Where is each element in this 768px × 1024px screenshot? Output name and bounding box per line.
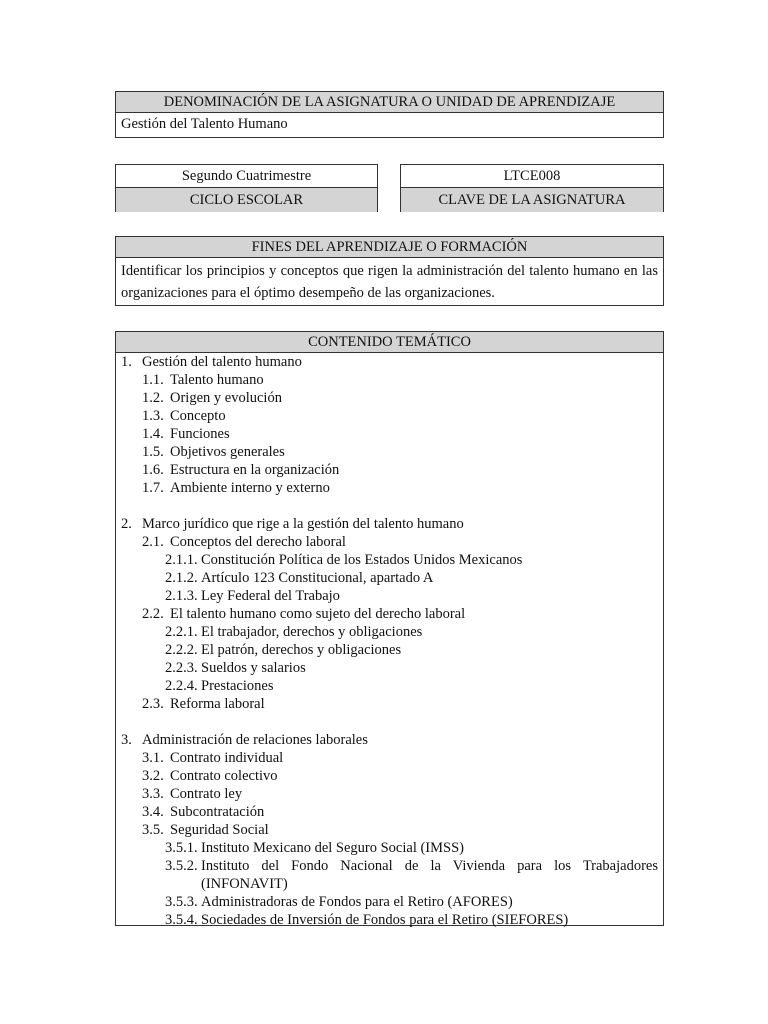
list-item: 3.5.3. Administradoras de Fondos para el Retiro (AFORES) bbox=[165, 894, 513, 910]
list-item: 2. Marco jurídico que rige a la gestión del talento humano bbox=[121, 516, 464, 532]
list-item: 1.4. Funciones bbox=[142, 426, 230, 442]
fines-text: Identificar los principios y conceptos que rigen la administración del talento humano en las organizaciones para el óptimo desempeño de las organizaciones. bbox=[121, 263, 658, 301]
asignatura-value: Gestión del Talento Humano bbox=[121, 116, 288, 132]
spacer bbox=[116, 497, 663, 515]
ciclo-label: CICLO ESCOLAR bbox=[116, 187, 377, 212]
ciclo-value: Segundo Cuatrimestre bbox=[181, 168, 312, 184]
list-item: 2.3. Reforma laboral bbox=[142, 696, 265, 712]
list-item: 3.5.2. Instituto del Fondo Nacional de la Vivienda para los Trabajadores (INFONAVIT) bbox=[165, 858, 658, 892]
contenido-list bbox=[116, 353, 663, 929]
list-item: 3.4. Subcontratación bbox=[142, 804, 265, 820]
list-item: 2.2.2. El patrón, derechos y obligaciones bbox=[165, 642, 402, 658]
list-item: 1.3. Concepto bbox=[142, 408, 226, 424]
asignatura-header: DENOMINACIÓN DE LA ASIGNATURA O UNIDAD DE APRENDIZAJE bbox=[116, 92, 663, 113]
clave-value: LTCE008 bbox=[503, 168, 561, 184]
list-item: 1. Gestión del talento humano bbox=[121, 354, 302, 370]
list-item: 3.2. Contrato colectivo bbox=[142, 768, 278, 784]
list-item: 1.5. Objetivos generales bbox=[142, 444, 285, 460]
list-item: 2.2.3. Sueldos y salarios bbox=[165, 660, 306, 676]
list-item: 1.1. Talento humano bbox=[142, 372, 264, 388]
list-item: 2.2. El talento humano como sujeto del derecho laboral bbox=[142, 606, 466, 622]
spacer bbox=[116, 713, 663, 731]
contenido-table bbox=[115, 331, 664, 926]
list-item: 2.2.1. El trabajador, derechos y obligaciones bbox=[165, 624, 423, 640]
fines-table bbox=[115, 236, 664, 306]
list-item: 2.1. Conceptos del derecho laboral bbox=[142, 534, 346, 550]
list-item: 2.1.2. Artículo 123 Constitucional, apartado A bbox=[165, 570, 434, 586]
list-item: 1.6. Estructura en la organización bbox=[142, 462, 340, 478]
list-item: 1.7. Ambiente interno y externo bbox=[142, 480, 330, 496]
contenido-header: CONTENIDO TEMÁTICO bbox=[116, 332, 663, 353]
list-item: 3.5.4. Sociedades de Inversión de Fondos para el Retiro (SIEFORES) bbox=[165, 912, 569, 928]
clave-table bbox=[400, 164, 664, 212]
list-item: 2.1.1. Constitución Política de los Estados Unidos Mexicanos bbox=[165, 552, 523, 568]
ciclo-table bbox=[115, 164, 378, 212]
asignatura-table bbox=[115, 91, 664, 138]
clave-label: CLAVE DE LA ASIGNATURA bbox=[401, 187, 663, 212]
list-item: 1.2. Origen y evolución bbox=[142, 390, 282, 406]
list-item: 2.2.4. Prestaciones bbox=[165, 678, 274, 694]
list-item: 3.5.1. Instituto Mexicano del Seguro Social (IMSS) bbox=[165, 840, 464, 856]
fines-header: FINES DEL APRENDIZAJE O FORMACIÓN bbox=[116, 237, 663, 258]
list-item: 3.5. Seguridad Social bbox=[142, 822, 269, 838]
list-item: 3.1. Contrato individual bbox=[142, 750, 284, 766]
list-item: 3.3. Contrato ley bbox=[142, 786, 243, 802]
list-item: 2.1.3. Ley Federal del Trabajo bbox=[165, 588, 340, 604]
list-item: 3. Administración de relaciones laborales bbox=[121, 732, 368, 748]
